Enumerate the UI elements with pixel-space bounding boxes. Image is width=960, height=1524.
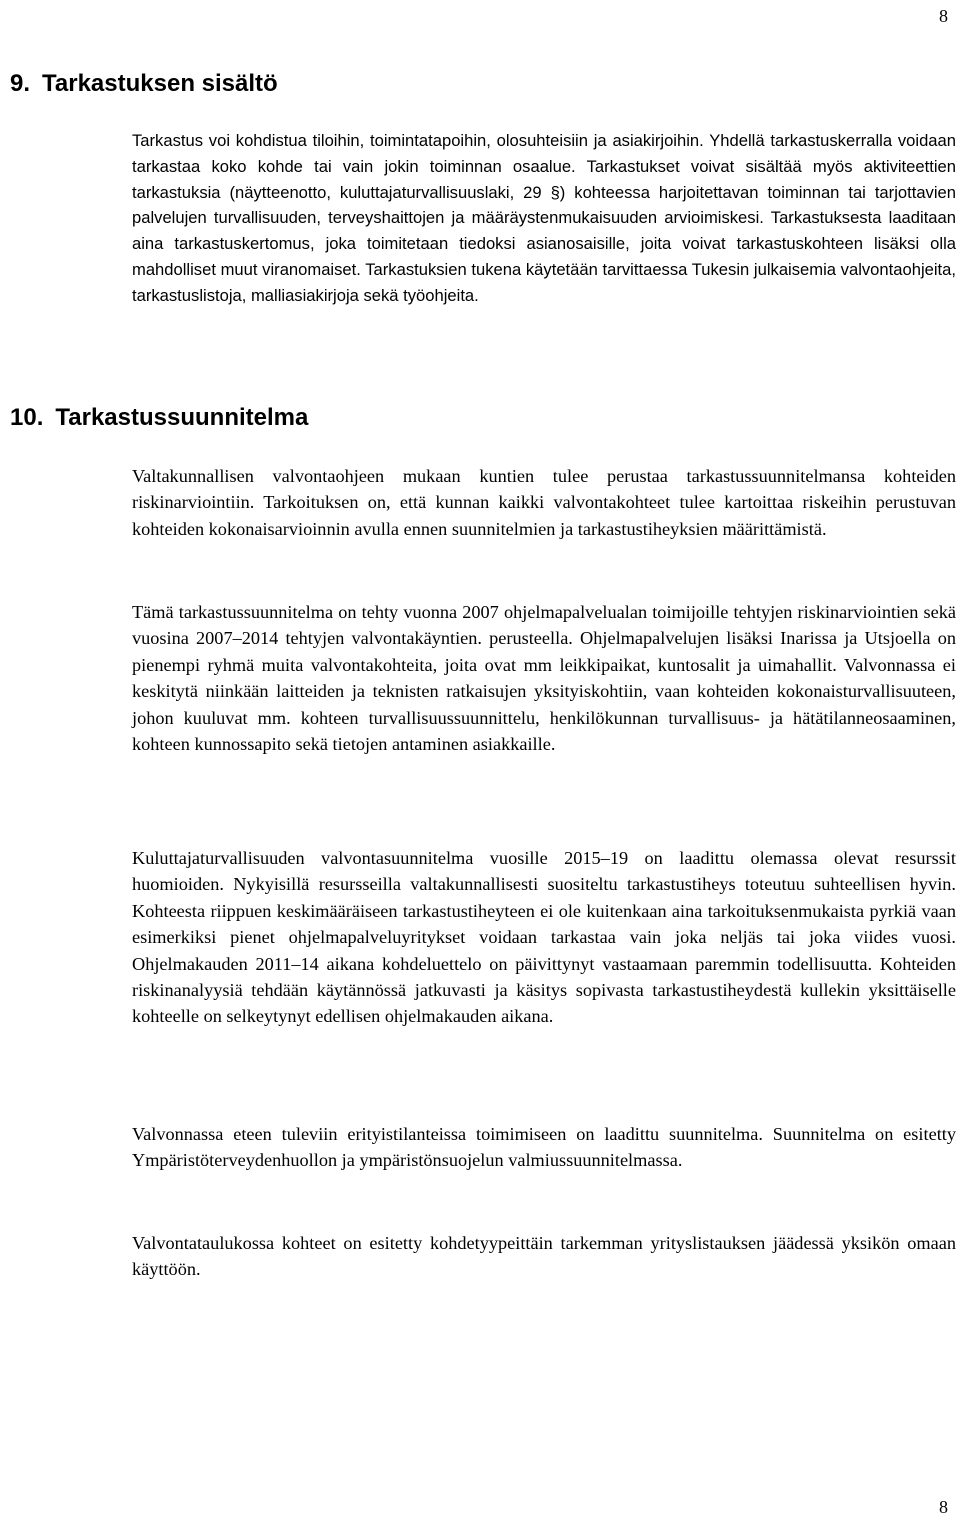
section-9-title: Tarkastuksen sisältö bbox=[42, 70, 278, 97]
section-10-paragraph-4-block bbox=[132, 1121, 956, 1174]
section-10-heading bbox=[10, 404, 308, 432]
section-10-paragraph: Tämä tarkastussuunnitelma on tehty vuonna 2007 ohjelmapalvelualan toimijoille tehtyjen riskinarviointien sekä vuosina 2007–2014 tehtyjen valvontakäyntien. perusteella. Ohjelmapalvelujen lisäksi Inarissa ja Utsjoella on pienempi ryhmä muita valvontakohteita, joita ovat mm leikkipaikat, kuntosalit ja uimahallit. Valvonnassa ei keskitytä niinkään laitteiden ja teknisten ratkaisujen yksityiskohtiin, vaan kohteiden kokonaisturvallisuuteen, johon kuuluvat mm. kohteen turvallisuussuunnittelu, henkilökunnan turvallisuus- ja hätätilanneosaaminen, kohteen kunnossapito sekä tietojen antaminen asiakkaille. bbox=[132, 602, 956, 755]
section-10-paragraph: Valvonnassa eteen tuleviin erityistilanteissa toimimiseen on laadittu suunnitelma. Suunnitelma on esitetty Ympäristöterveydenhuollon ja ympäristönsuojelun valmiussuunnitelmassa. bbox=[132, 1124, 956, 1171]
section-9-heading bbox=[10, 70, 278, 98]
section-10-paragraph: Valvontataulukossa kohteet on esitetty kohdetyypeittäin tarkemman yrityslistauksen jäädessä yksikön omaan käyttöön. bbox=[132, 1233, 956, 1280]
section-10-paragraph-1-block bbox=[132, 463, 956, 542]
page-number-top: 8 bbox=[939, 6, 948, 26]
section-9-paragraph: Tarkastus voi kohdistua tiloihin, toimintatapoihin, olosuhteisiin ja asiakirjoihin. Yhdellä tarkastuskerralla voidaan tarkastaa koko kohde tai vain jokin toiminnan osaalue. Tarkastukset voivat sisältää myös aktiviteettien tarkastuksia (näytteenotto, kuluttajaturvallisuuslaki, 29 §) kohteessa harjoitettavan toiminnan tai tarjottavien palvelujen turvallisuuden, terveyshaittojen ja määräystenmukaisuuden arvioimiskesi. Tarkastuksesta laaditaan aina tarkastuskertomus, joka toimitetaan tiedoksi asianosaisille, joita voivat tarkastuskohteen lisäksi olla mahdolliset muut viranomaiset. Tarkastuksien tukena käytetään tarvittaessa Tukesin julkaisemia valvontaohjeita, tarkastuslistoja, malliasiakirjoja sekä työohjeita. bbox=[132, 131, 956, 305]
section-10-paragraph: Kuluttajaturvallisuuden valvontasuunnitelma vuosille 2015–19 on laadittu olemassa olevat resurssit huomioiden. Nykyisillä resursseilla valtakunnallisesti suositeltu tarkastustiheys toteutuu suhteellisen hyvin. Kohteesta riippuen keskimääräiseen tarkastustiheyteen ei ole kuitenkaan aina tarkoituksenmukaista pyrkiä vaan esimerkiksi pienet ohjelmapalveluyritykset voidaan tarkastaa vain joka neljäs tai joka viides vuosi. Ohjelmakauden 2011–14 aikana kohdeluettelo on päivittynyt vastaamaan paremmin todellisuutta. Kohteiden riskinanalyysiä tehdään käytännössä jatkuvasti ja käsitys sopivasta tarkastustiheydestä kullekin yksittäiselle kohteelle on selkeytynyt edellisen ohjelmakauden aikana. bbox=[132, 848, 956, 1027]
section-10-number: 10. bbox=[10, 404, 44, 431]
page-number-bottom: 8 bbox=[939, 1497, 948, 1517]
section-10-paragraph-5-block bbox=[132, 1230, 956, 1283]
section-10-paragraph-2-block bbox=[132, 599, 956, 757]
section-10-paragraph: Valtakunnallisen valvontaohjeen mukaan kuntien tulee perustaa tarkastussuunnitelmansa kohteiden riskinarviointiin. Tarkoituksen on, että kunnan kaikki valvontakohteet tulee kartoittaa riskeihin perustuvan kohteiden kokonaisarvioinnin avulla ennen suunnitelmien ja tarkastustiheyksien määrittämistä. bbox=[132, 466, 956, 539]
section-9-number: 9. bbox=[10, 70, 31, 97]
section-9-body bbox=[132, 128, 956, 309]
section-10-paragraph-3-block bbox=[132, 845, 956, 1030]
section-10-title: Tarkastussuunnitelma bbox=[55, 404, 309, 431]
